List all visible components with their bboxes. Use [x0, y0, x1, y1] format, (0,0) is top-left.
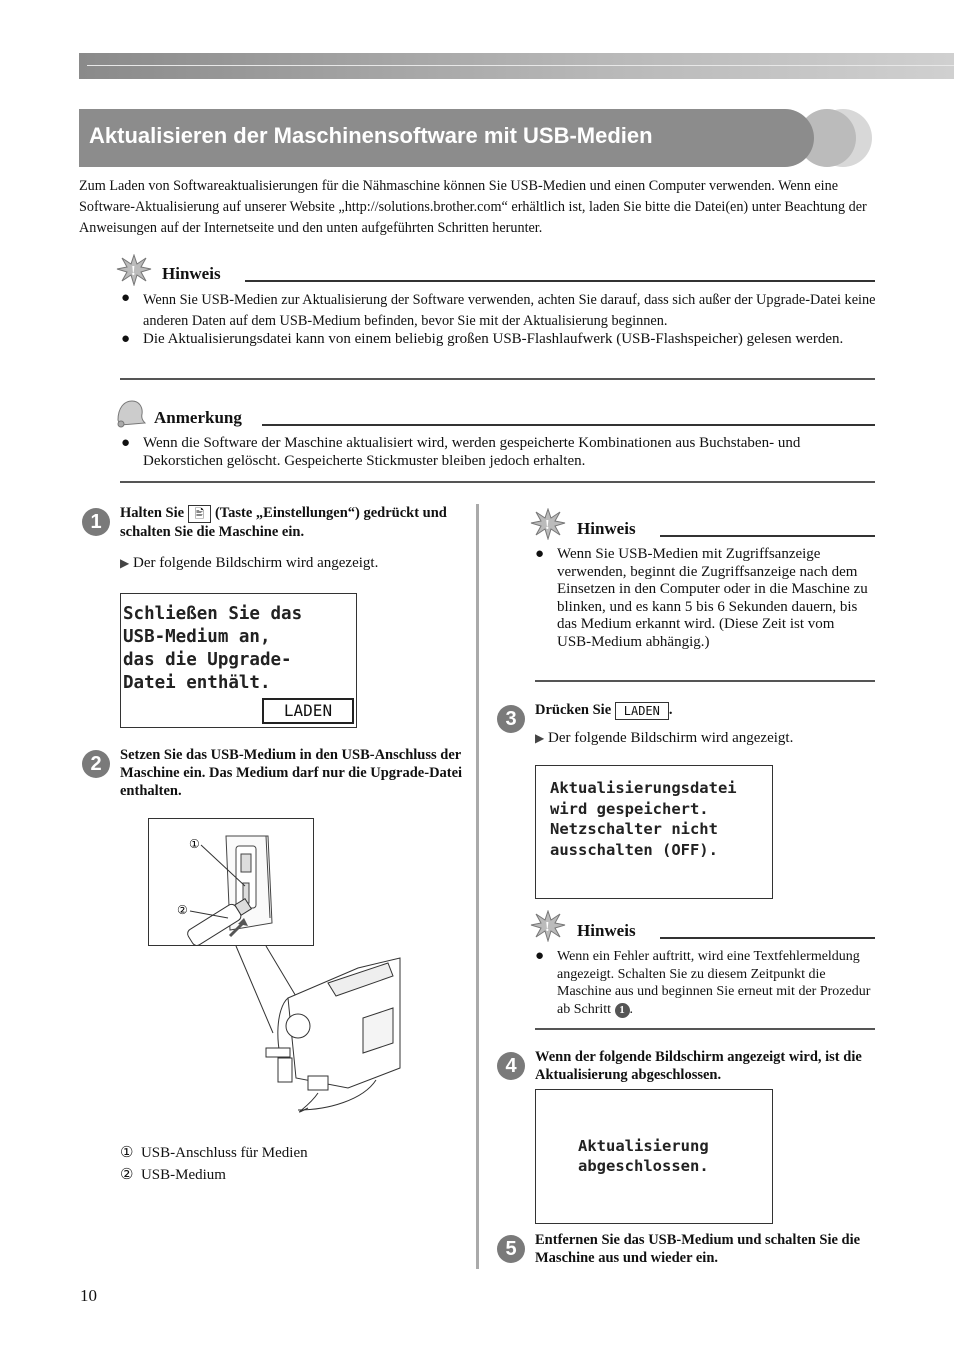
page-number: 10 [80, 1286, 97, 1305]
anmerkung-bell-icon [112, 398, 146, 428]
hinweis-starburst-icon [530, 508, 566, 540]
legend-item [120, 1164, 308, 1186]
callout-1: ① [189, 837, 200, 851]
list-item-text [557, 948, 875, 1018]
hinweis-heading: Hinweis [577, 519, 636, 538]
column-divider [476, 504, 479, 1269]
step-result [120, 554, 470, 572]
hinweis-heading: Hinweis [577, 921, 636, 940]
legend-mark: ① [120, 1145, 134, 1161]
bullet-icon: ● [121, 435, 131, 451]
step-3-text [535, 701, 875, 720]
section-divider [120, 378, 875, 380]
anmerkung-heading: Anmerkung [154, 408, 242, 427]
hinweis-starburst-icon [530, 910, 566, 942]
intro-paragraph: Zum Laden von Softwareaktualisierungen für die Nähmaschine können Sie USB-Medien und einen Computer verwenden. Wenn eine Software-Aktualisierung auf unserer Website „http://solutions.brother.com“ erhältlich ist, laden Sie bitte die Datei(en) unter Beachtung der Anweisungen auf der Internetseite und den unten aufgeführten Schritten herunter. [79, 178, 867, 236]
anmerkung-rule [262, 424, 875, 426]
legend-item [120, 1142, 308, 1164]
step-number: 2 [82, 750, 110, 778]
section-divider [535, 1028, 875, 1030]
lcd-message: Aktualisierung abgeschlossen. [578, 1137, 709, 1175]
section-divider [535, 680, 875, 682]
hinweis-text-end: . [629, 1001, 634, 1017]
step-text-part: Halten Sie [120, 505, 185, 521]
title-banner [79, 109, 814, 167]
hinweis-rule [245, 280, 875, 282]
list-item-text: Die Aktualisierungsdatei kann von einem beliebig großen USB-Flashlaufwerk (USB-Flashspeicher) gelesen werden. [143, 331, 844, 347]
step-number: 4 [497, 1052, 525, 1080]
step-5-text: Entfernen Sie das USB-Medium und schalten Sie die Maschine aus und wieder ein. [535, 1232, 861, 1266]
lcd-screen-saving [535, 765, 773, 899]
legend-mark: ② [120, 1167, 134, 1183]
header-bar [79, 53, 954, 79]
laden-button[interactable]: LADEN [262, 698, 354, 724]
hinweis-rule [660, 535, 875, 537]
legend-label: USB-Anschluss für Medien [140, 1145, 308, 1161]
step-number: 1 [82, 508, 110, 536]
result-arrow-icon: ▶ [535, 731, 545, 745]
list-item-text: Wenn Sie USB-Medien zur Aktualisierung der Software verwenden, achten Sie darauf, dass sich außer der Upgrade-Datei keine anderen Daten auf dem USB-Medium befinden, bevor Sie mit der Aktualisierung beginnen. [143, 292, 876, 329]
bullet-icon: ● [535, 546, 545, 562]
header-bar-line [87, 65, 954, 66]
step-ref-badge: 1 [615, 1003, 630, 1018]
lcd-message: Aktualisierungsdatei wird gespeichert. Netzschalter nicht ausschalten (OFF). [550, 779, 737, 859]
bullet-icon: ● [121, 331, 131, 347]
lcd-message: Schließen Sie das USB-Medium an, das die Upgrade- Datei enthält. [123, 604, 303, 693]
settings-key-icon: 🖹 [188, 505, 212, 523]
hinweis-rule [660, 937, 875, 939]
step-2-text: Setzen Sie das USB-Medium in den USB-Anschluss der Maschine ein. Das Medium darf nur die Upgrade-Datei enthalten. [120, 747, 463, 799]
step-result [535, 729, 875, 747]
section-divider [120, 481, 875, 483]
hinweis-heading: Hinweis [162, 264, 221, 283]
bullet-icon: ● [121, 290, 131, 306]
callout-2: ② [177, 903, 188, 917]
usb-insert-illustration [148, 818, 403, 1118]
hinweis-starburst-icon [116, 254, 152, 286]
result-arrow-icon: ▶ [120, 556, 130, 570]
page-title: Aktualisieren der Maschinensoftware mit USB-Medien [89, 123, 653, 148]
svg-text:!: ! [131, 264, 136, 279]
lcd-screen-upgrade [120, 593, 357, 728]
step-text-part: (Taste „Einstellungen“) gedrückt und schalten Sie die Maschine ein. [120, 505, 447, 540]
illustration-legend [120, 1142, 308, 1186]
svg-text:!: ! [545, 920, 550, 935]
step-number: 3 [497, 705, 525, 733]
list-item-text: Wenn die Software der Maschine aktualisiert wird, werden gespeicherte Kombinationen aus Buchstaben- und Dekorstichen gelöscht. Gespeicherte Stickmuster bleiben jedoch erhalten. [143, 435, 801, 469]
bullet-icon: ● [535, 948, 545, 964]
svg-text:!: ! [545, 518, 550, 533]
hinweis-text: Wenn ein Fehler auftritt, wird eine Textfehlermeldung angezeigt. Schalten Sie zu diesem Zeitpunkt die Maschine aus und beginnen Sie erneut mit der Prozedur ab Schritt [557, 949, 871, 1017]
legend-label: USB-Medium [140, 1167, 226, 1183]
step-4-text: Wenn der folgende Bildschirm angezeigt wird, ist die Aktualisierung abgeschlossen. [535, 1049, 862, 1083]
laden-key: LADEN [615, 702, 669, 720]
step-1-text [120, 504, 460, 541]
step-result-text: Der folgende Bildschirm wird angezeigt. [547, 730, 794, 746]
step-result-text: Der folgende Bildschirm wird angezeigt. [132, 555, 379, 571]
list-item-text: Wenn Sie USB-Medien mit Zugriffsanzeige verwenden, beginnt die Zugriffsanzeige nach dem Einsetzen in den Computer oder in die Maschine zu blinken, und es kann 5 bis 6 Sekunden dauern, bis das Medium erkannt wird. (Diese Zeit ist vom USB-Medium abhängig.) [557, 546, 868, 650]
step-text-part: Drücken Sie [535, 702, 612, 718]
step-number: 5 [497, 1235, 525, 1263]
step-text-part: . [668, 702, 673, 718]
lcd-screen-complete [535, 1089, 773, 1224]
